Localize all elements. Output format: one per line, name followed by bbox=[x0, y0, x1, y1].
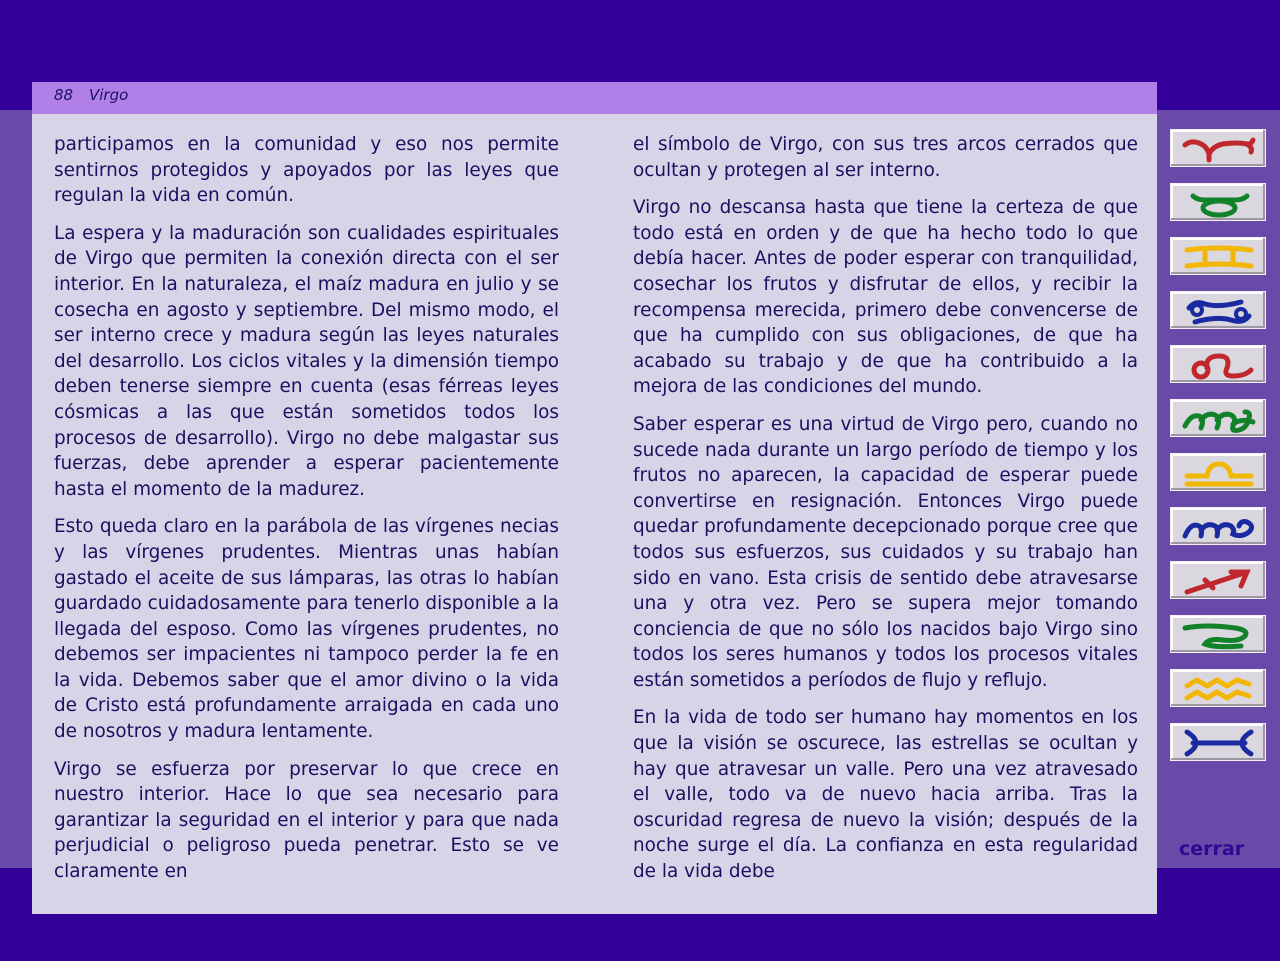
libra-icon bbox=[1171, 454, 1267, 492]
paragraph: Esto queda claro en la parábola de las vírgenes necias y las vírgenes prudentes. Mientras unas habían gastado el aceite de sus lámparas, las otras lo habían guardado cuidadosamente para tenerlo disponible a la llegada del esposo. Como las vírgenes prudentes, no debemos ser impacientes ni tampoco perder la fe en la vida. Debemos saber que el amor divino o la vida de Cristo está profundamente arraigada en cada uno de nosotros y madura lentamente. bbox=[54, 516, 559, 743]
zodiac-button-gemini[interactable] bbox=[1170, 237, 1266, 275]
page-header bbox=[32, 82, 1157, 114]
aries-icon bbox=[1171, 130, 1267, 168]
zodiac-button-aquarius[interactable] bbox=[1170, 669, 1266, 707]
virgo-icon bbox=[1171, 400, 1267, 438]
paragraph: Virgo se esfuerza por preservar lo que crece en nuestro interior. Hace lo que sea necesario para garantizar la seguridad en el interior y para que nada perjudicial o peligroso pueda penetrar. Esto se ve claramente en bbox=[54, 758, 559, 883]
zodiac-button-aries[interactable] bbox=[1170, 129, 1266, 167]
zodiac-button-sagittarius[interactable] bbox=[1170, 561, 1266, 599]
paragraph: participamos en la comunidad y eso nos permite sentirnos protegidos y apoyados por las leyes que regulan la vida en común. bbox=[54, 134, 559, 207]
zodiac-button-virgo[interactable] bbox=[1170, 399, 1266, 437]
taurus-icon bbox=[1171, 184, 1267, 222]
book-page bbox=[32, 82, 1157, 914]
text-column-left bbox=[54, 132, 559, 897]
scorpio-icon bbox=[1171, 508, 1267, 546]
text-column-right bbox=[633, 132, 1138, 897]
paragraph: La espera y la maduración son cualidades espirituales de Virgo que permiten la conexión directa con el ser interior. En la naturaleza, el maíz madura en julio y se cosecha en agosto y septiembre. Del mismo modo, el ser interno crece y madura según las leyes naturales del desarrollo. Los ciclos vitales y la dimensión tiempo deben tenerse siempre en cuenta (esas férreas leyes cósmicas a las que están sometidos todos los procesos de desarrollo). Virgo no debe malgastar sus fuerzas, debe aprender a esperar pacientemente hasta el momento de la madurez. bbox=[54, 222, 559, 500]
zodiac-button-taurus[interactable] bbox=[1170, 183, 1266, 221]
cancer-icon bbox=[1171, 292, 1267, 330]
page-number: 88 bbox=[54, 86, 74, 104]
paragraph: En la vida de todo ser humano hay momentos en los que la visión se oscurece, las estrellas se ocultan y hay que atravesar un valle. Pero una vez atravesado el valle, todo va de nuevo hacia arriba. Tras la oscuridad regresa de nuevo la visión; después de la noche surge el día. La confianza en esta regularidad de la vida debe bbox=[633, 707, 1138, 883]
gemini-icon bbox=[1171, 238, 1267, 276]
zodiac-button-pisces[interactable] bbox=[1170, 723, 1266, 761]
zodiac-button-capricorn[interactable] bbox=[1170, 615, 1266, 653]
paragraph: el símbolo de Virgo, con sus tres arcos cerrados que ocultan y protegen al ser interno. bbox=[633, 134, 1138, 181]
aquarius-icon bbox=[1171, 670, 1267, 708]
paragraph: Saber esperar es una virtud de Virgo pero, cuando no sucede nada durante un largo período de tiempo y los frutos no aparecen, la capacidad de esperar puede convertirse en resignación. Entonces Virgo puede quedar profundamente decepcionado porque cree que todos sus esfuerzos, sus cuidados y su trabajo han sido en vano. Esta crisis de sentido debe atravesarse una y otra vez. Pero se supera mejor tomando conciencia de que no sólo los nacidos bajo Virgo sino todos los seres humanos y todos los procesos vitales están sometidos a períodos de flujo y reflujo. bbox=[633, 413, 1138, 691]
paragraph: Virgo no descansa hasta que tiene la certeza de que todo está en orden y de que ha hecho todo lo que debía hacer. Antes de poder esperar con tranquilidad, cosechar los frutos y disfrutar de ellos, y recibir la recompensa merecida, primero debe convencerse de que ha cumplido con sus obligaciones, de que ha acabado su trabajo y de que ha contribuido a la mejora de las condiciones del mundo. bbox=[633, 197, 1138, 398]
capricorn-icon bbox=[1171, 616, 1267, 654]
zodiac-button-cancer[interactable] bbox=[1170, 291, 1266, 329]
pisces-icon bbox=[1171, 724, 1267, 762]
leo-icon bbox=[1171, 346, 1267, 384]
zodiac-button-libra[interactable] bbox=[1170, 453, 1266, 491]
chapter-title: Virgo bbox=[89, 86, 129, 104]
close-button[interactable]: cerrar bbox=[1179, 838, 1245, 860]
zodiac-button-scorpio[interactable] bbox=[1170, 507, 1266, 545]
zodiac-button-leo[interactable] bbox=[1170, 345, 1266, 383]
sagittarius-icon bbox=[1171, 562, 1267, 600]
